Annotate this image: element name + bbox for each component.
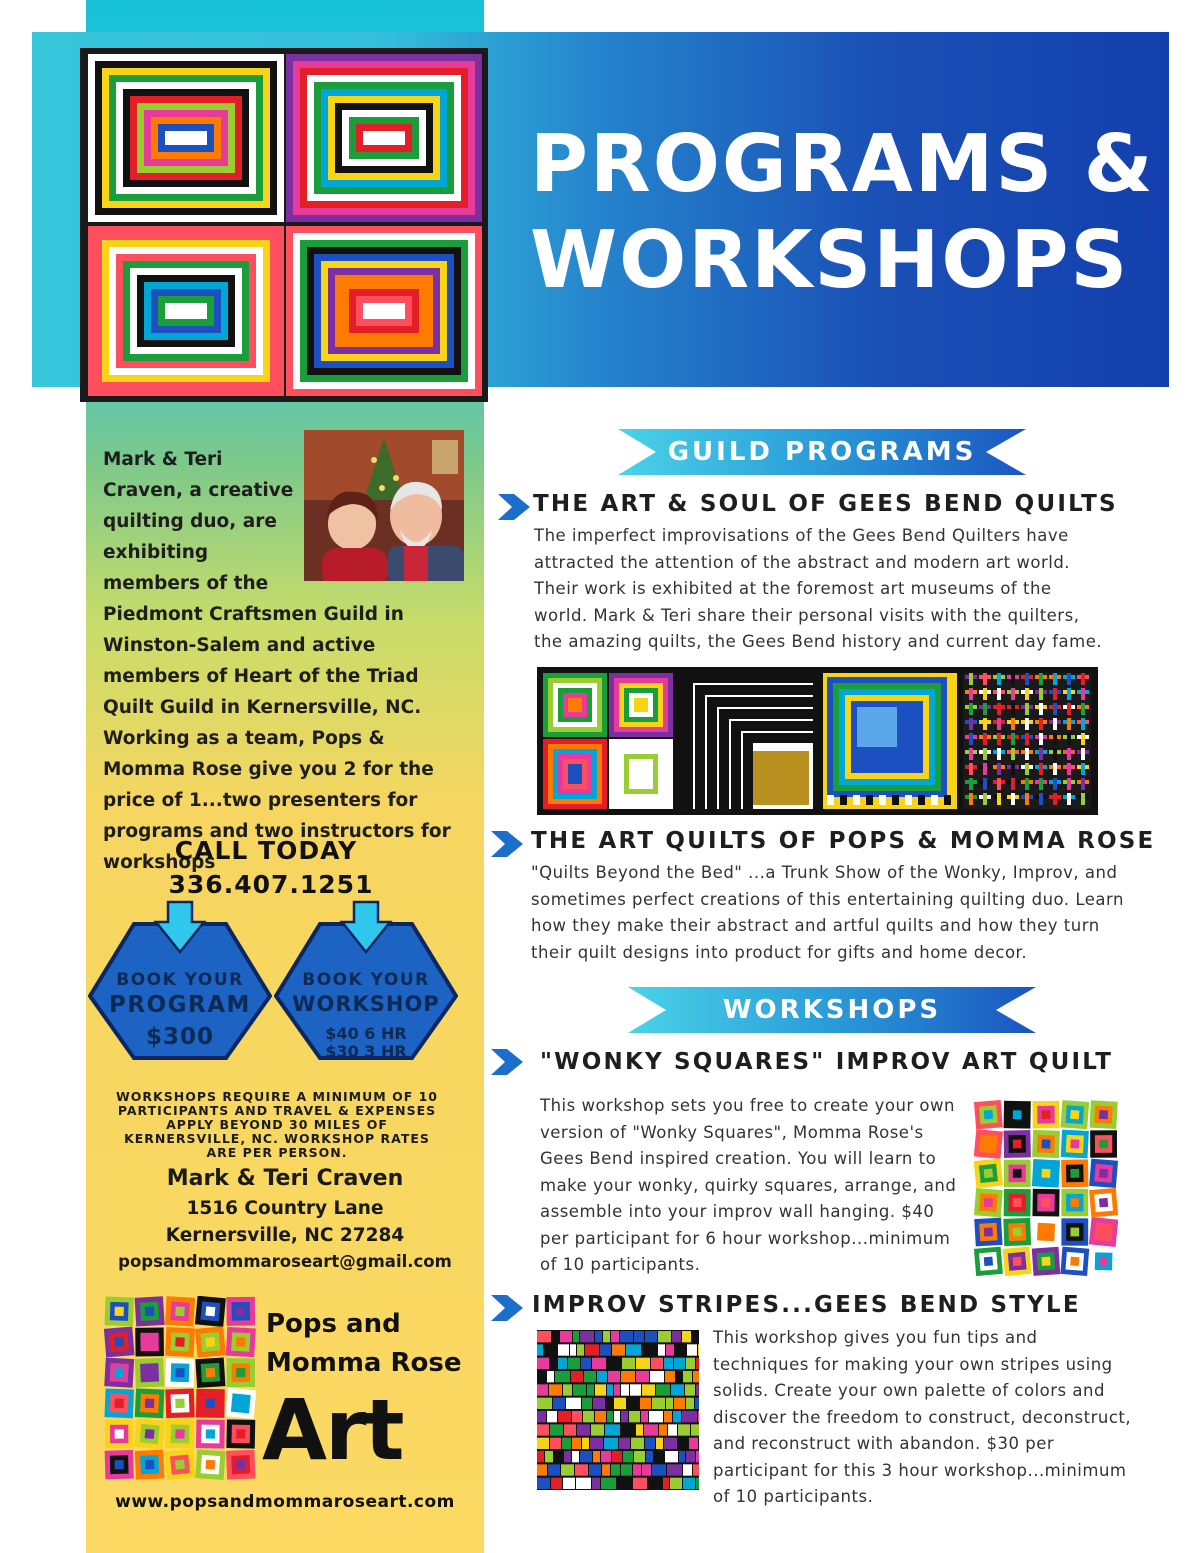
workshop-badge-price-1: $40 6 HR <box>325 1024 407 1043</box>
gees-bend-quilts-image-strip <box>537 667 1098 815</box>
page-title <box>530 116 1170 308</box>
workshop-1-title: "WONKY SQUARES" IMPROV ART QUILT <box>540 1049 1114 1075</box>
logo-text-line-1: Pops and <box>266 1309 401 1339</box>
workshop-badge-line-1: BOOK YOUR <box>302 970 430 990</box>
program-2-description: "Quilts Beyond the Bed" ...a Trunk Show of the Wonky, Improv, and sometimes perfect creations of this entertaining quilting duo. Learn how they make their abstract and artful quilts and how they turn their quilt designs into product for gifts and home decor. <box>531 863 1124 962</box>
title-line-2: WORKSHOPS <box>530 214 1130 306</box>
phone-number-link[interactable]: 336.407.1251 <box>168 870 374 899</box>
bio-text: Mark & Teri Craven, a creative quilting duo, are exhibiting members of the Piedmont Craftsmen Guild in Winston-Salem and active members of Heart of the Triad Quilt Guild in Kernersville, NC. Working as a team, Pops & Momma Rose give you 2 for the price of 1...two presenters for programs and two instructors for workshops <box>103 449 451 873</box>
book-workshop-badge[interactable] <box>274 900 458 1062</box>
workshop-2-title: IMPROV STRIPES...GEES BEND STYLE <box>532 1292 1081 1318</box>
workshop-badge-line-2: WORKSHOP <box>292 992 440 1016</box>
wonky-squares-quilt-image <box>974 1100 1118 1276</box>
program-1-description: The imperfect improvisations of the Gees Bend Quilters have attracted the attention of the abstract and modern art world. Their work is exhibited at the foremost art museums of the world. Mark & Teri share their personal visits with the quilters, the amazing quilts, the Gees Bend history and current day fame. <box>534 526 1103 651</box>
workshop-requirements-note: WORKSHOPS REQUIRE A MINIMUM OF 10 PARTICIPANTS AND TRAVEL & EXPENSES APPLY BEYOND 30 MILES OF KERNERSVILLE, NC. WORKSHOP RATES ARE PER PERSON. <box>116 1089 438 1160</box>
chevron-right-icon <box>491 1049 523 1075</box>
program-2-title: THE ART QUILTS OF POPS & MOMMA ROSE <box>531 828 1156 854</box>
email-link[interactable]: popsandmommaroseart@gmail.com <box>118 1252 452 1271</box>
contact-street: 1516 Country Lane <box>186 1198 384 1219</box>
log-cabin-quilt-image <box>80 48 488 402</box>
logo-text-line-2: Momma Rose <box>266 1348 462 1378</box>
artist-photo <box>304 430 464 581</box>
program-1-title: THE ART & SOUL OF GEES BEND QUILTS <box>533 491 1118 517</box>
artist-bio <box>103 444 458 878</box>
book-program-badge[interactable] <box>88 900 272 1062</box>
chevron-right-icon <box>498 494 530 520</box>
chevron-right-icon <box>491 1295 523 1321</box>
program-badge-line-1: BOOK YOUR <box>116 970 244 990</box>
workshop-badge-price-2: $30 3 HR <box>325 1042 407 1061</box>
wonky-squares-logo-image <box>104 1296 256 1480</box>
workshops-banner <box>628 987 1036 1033</box>
contact-city: Kernersville, NC 27284 <box>165 1225 405 1246</box>
logo-text-art: Art <box>262 1381 403 1479</box>
guild-programs-banner <box>618 429 1026 475</box>
improv-stripes-quilt-image <box>537 1330 699 1490</box>
website-link[interactable]: www.popsandmommaroseart.com <box>115 1492 455 1512</box>
program-badge-price: $300 <box>145 1024 214 1050</box>
workshop-2-description: This workshop gives you fun tips and techniques for making your own stripes using solids. Create your own palette of colors and discover the freedom to construct, deconstruct, and reconstruct with abandon. $30 per participant for this 3 hour workshop...minimum of 10 participants. <box>713 1328 1132 1506</box>
program-badge-line-2: PROGRAM <box>109 992 251 1018</box>
chevron-right-icon <box>491 831 523 857</box>
contact-name: Mark & Teri Craven <box>166 1166 404 1191</box>
guild-programs-heading: GUILD PROGRAMS <box>667 437 977 467</box>
workshop-1-description: This workshop sets you free to create your own version of "Wonky Squares", Momma Rose's Gees Bend inspired creation. You will learn to make your wonky, quirky squares, arrange, and assemble into your improv wall hanging. $40 per participant for 6 hour workshop...minimum of 10 participants. <box>540 1096 957 1274</box>
call-today-label: CALL TODAY <box>174 836 358 865</box>
title-line-1: PROGRAMS & <box>530 118 1155 210</box>
workshops-heading: WORKSHOPS <box>722 995 942 1025</box>
